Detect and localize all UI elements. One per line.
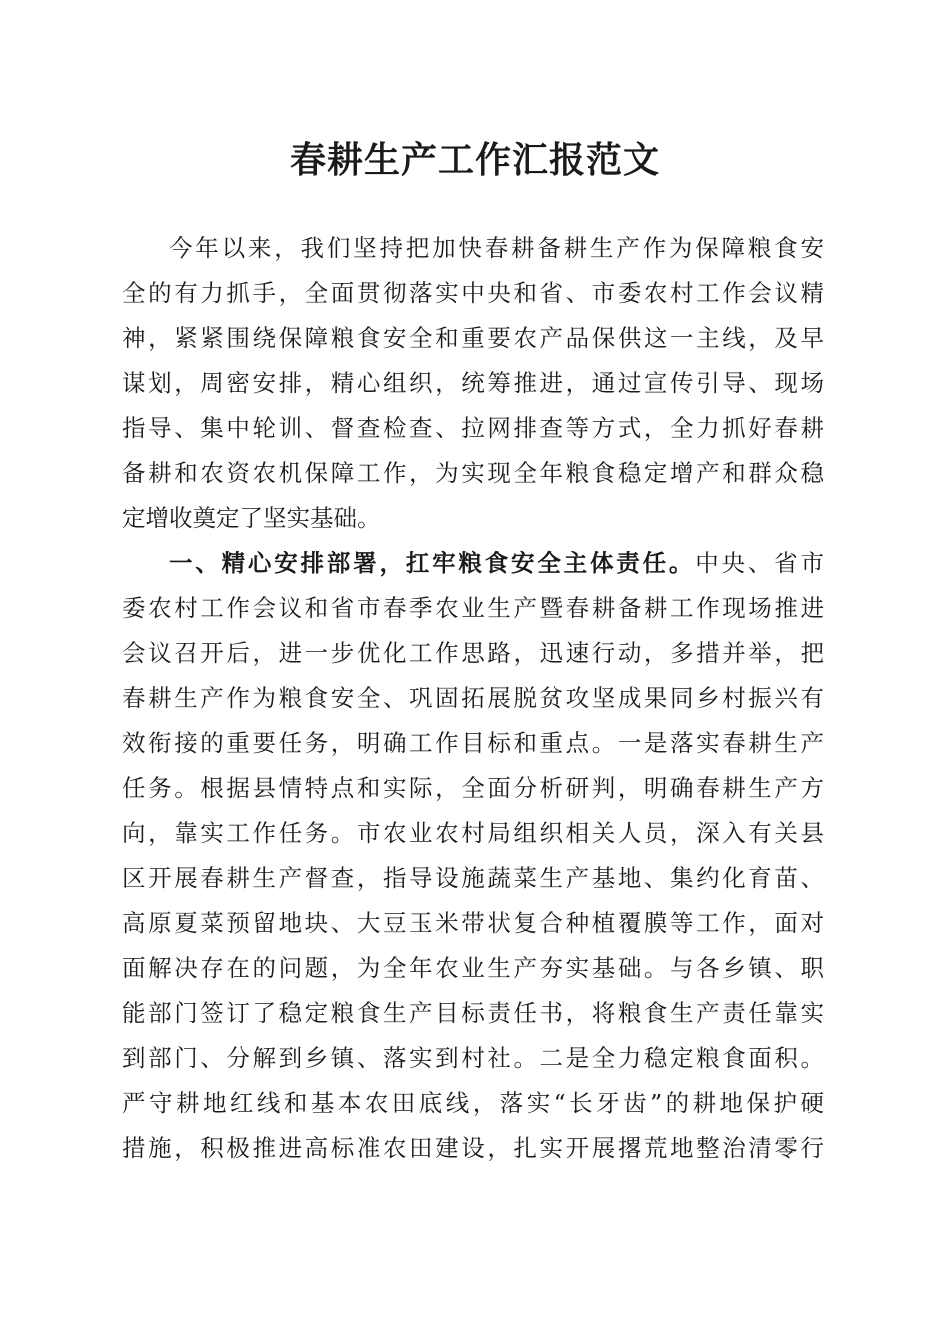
paragraph-line: 严守耕地红线和基本农田底线，落实“长牙齿”的耕地保护硬 — [122, 1089, 824, 1117]
paragraph-line: 高原夏菜预留地块、大豆玉米带状复合种植覆膜等工作，面对 — [122, 909, 824, 937]
paragraph-line: 委农村工作会议和省市春季农业生产暨春耕备耕工作现场推进 — [122, 594, 824, 622]
paragraph-line: 会议召开后，进一步优化工作思路，迅速行动，多措并举，把 — [122, 639, 824, 667]
paragraph-section-one — [122, 541, 824, 1171]
paragraph-line: 谋划，周密安排，精心组织，统筹推进，通过宣传引导、现场 — [122, 369, 824, 397]
paragraph-line: 指导、集中轮训、督查检查、拉网排查等方式，全力抓好春耕 — [122, 414, 824, 442]
paragraph-line: 春耕生产作为粮食安全、巩固拓展脱贫攻坚成果同乡村振兴有 — [122, 684, 824, 712]
paragraph-line: 效衔接的重要任务，明确工作目标和重点。一是落实春耕生产 — [122, 729, 824, 757]
paragraph-line: 向，靠实工作任务。市农业农村局组织相关人员，深入有关县 — [122, 819, 824, 847]
paragraph-line: 今年以来，我们坚持把加快春耕备耕生产作为保障粮食安 — [169, 234, 824, 262]
paragraph-line: 定增收奠定了坚实基础。 — [122, 504, 381, 532]
paragraph-line: 神，紧紧围绕保障粮食安全和重要农产品保供这一主线，及早 — [122, 324, 824, 352]
paragraph-line: 区开展春耕生产督查，指导设施蔬菜生产基地、集约化育苗、 — [122, 864, 824, 892]
paragraph-line: 能部门签订了稳定粮食生产目标责任书，将粮食生产责任靠实 — [122, 999, 824, 1027]
document-title: 春耕生产工作汇报范文 — [289, 139, 660, 181]
paragraph-line: 备耕和农资农机保障工作，为实现全年粮食稳定增产和群众稳 — [122, 459, 824, 487]
paragraph-line: 面解决存在的问题，为全年农业生产夯实基础。与各乡镇、职 — [122, 954, 824, 982]
paragraph-line: 全的有力抓手，全面贯彻落实中央和省、市委农村工作会议精 — [122, 279, 824, 307]
section-heading-rest: 中央、省市 — [695, 549, 824, 577]
paragraph-line: 到部门、分解到乡镇、落实到村社。二是全力稳定粮食面积。 — [122, 1044, 824, 1072]
paragraph-intro — [122, 226, 824, 541]
document-body — [122, 226, 824, 1171]
section-first-line — [122, 541, 824, 586]
section-heading: 一、精心安排部署，扛牢粮食安全主体责任。 — [169, 549, 696, 577]
paragraph-line: 措施，积极推进高标准农田建设，扎实开展撂荒地整治清零行 — [122, 1134, 824, 1162]
paragraph-line: 任务。根据县情特点和实际，全面分析研判，明确春耕生产方 — [122, 774, 824, 802]
